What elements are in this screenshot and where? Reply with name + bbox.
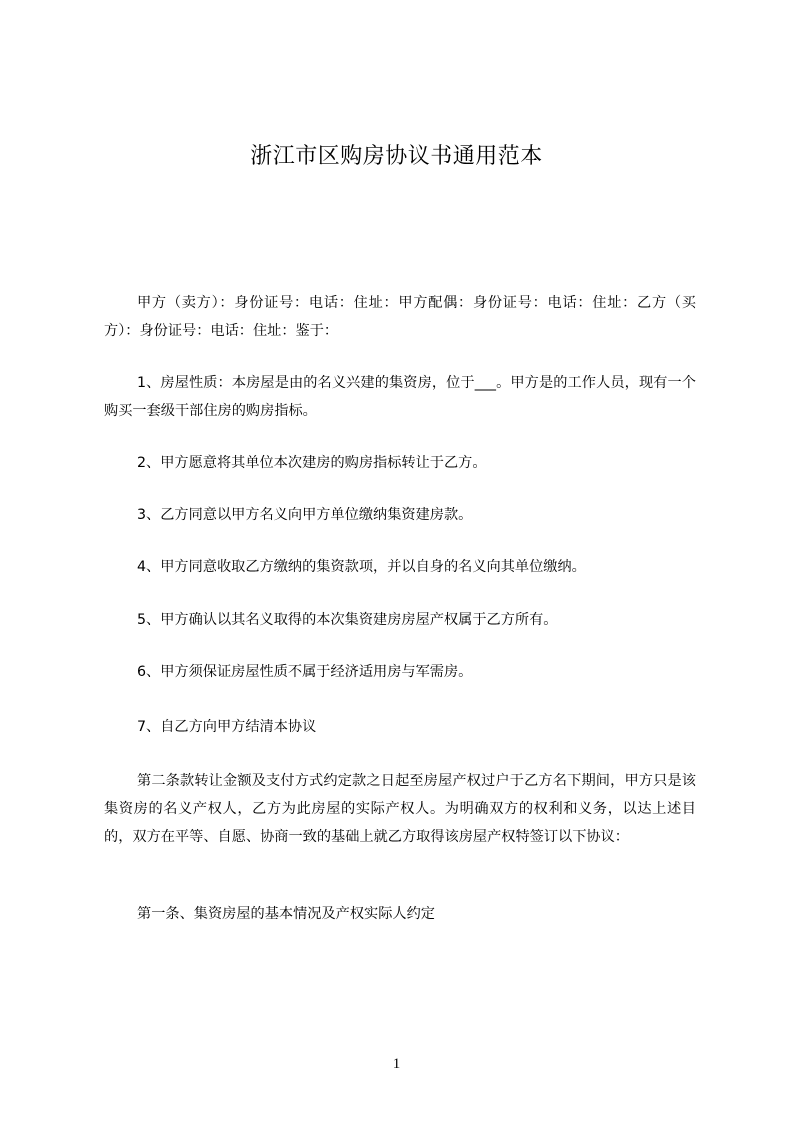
clause-1: 1、房屋性质：本房屋是由的名义兴建的集资房，位于___。甲方是的工作人员，现有一个购买一套级干部住房的购房指标。 (104, 375, 696, 419)
article-2-paragraph: 第二条款转让金额及支付方式约定款之日起至房屋产权过户于乙方名下期间，甲方只是该集资房的名义产权人，乙方为此房屋的实际产权人。为明确双方的权利和义务，以达上述目的，双方在平等、自愿、协商一致的基础上就乙方取得该房屋产权特签订以下协议： (104, 773, 696, 845)
clause-6: 6、甲方须保证房屋性质不属于经济适用房与军需房。 (137, 664, 473, 680)
clause-4: 4、甲方同意收取乙方缴纳的集资款项，并以自身的名义向其单位缴纳。 (137, 559, 586, 575)
parties-paragraph: 甲方（卖方）：身份证号：电话：住址：甲方配偶：身份证号：电话：住址：乙方（买方）：身份证号：电话：住址：鉴于： (104, 295, 696, 339)
article-1-heading: 第一条、集资房屋的基本情况及产权实际人约定 (137, 906, 435, 922)
page-number: 1 (392, 1056, 401, 1072)
clause-7: 7、自乙方向甲方结清本协议 (137, 719, 317, 735)
clause-5: 5、甲方确认以其名义取得的本次集资建房房屋产权属于乙方所有。 (137, 612, 558, 628)
clause-3: 3、乙方同意以甲方名义向甲方单位缴纳集资建房款。 (137, 507, 473, 523)
document-title: 浙江市区购房协议书通用范本 (250, 144, 543, 169)
clause-2: 2、甲方愿意将其单位本次建房的购房指标转让于乙方。 (137, 455, 487, 471)
